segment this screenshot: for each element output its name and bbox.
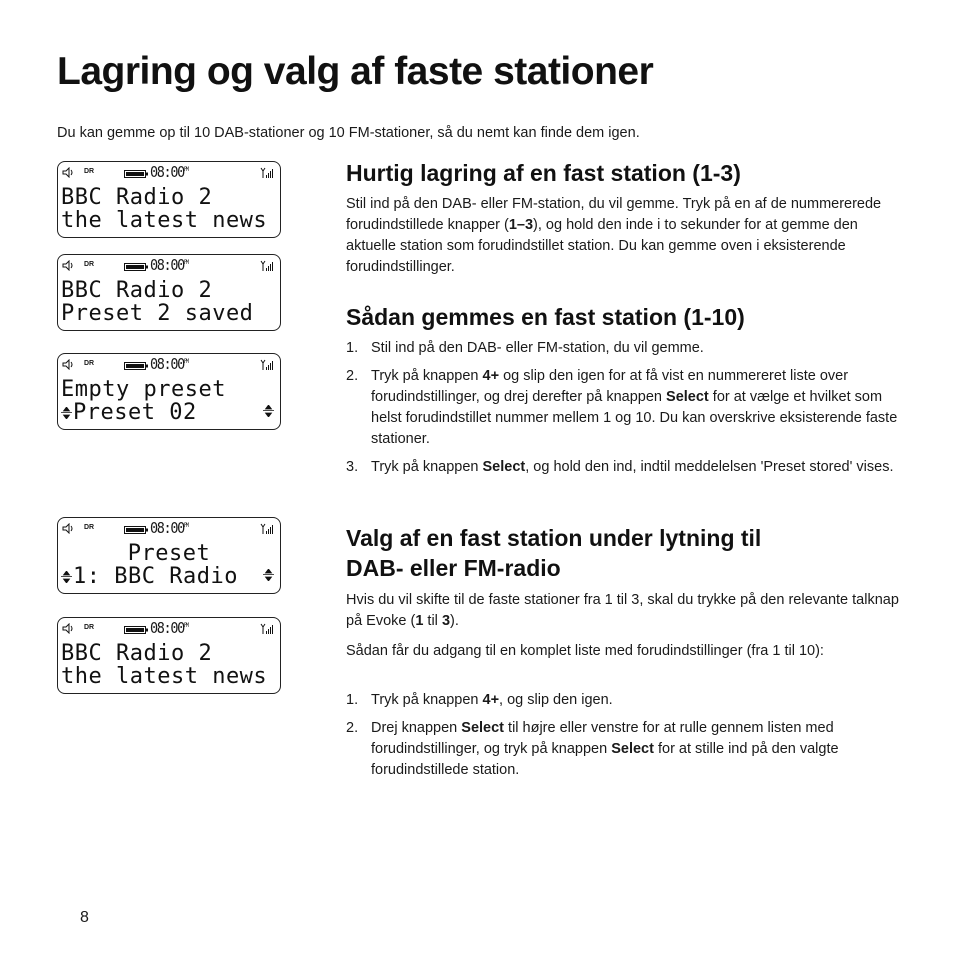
clock: $08:00^{PM}$ — [150, 256, 188, 274]
lcd-display-4 — [57, 517, 281, 594]
lcd-line-1: BBC Radio 2 — [61, 641, 213, 666]
section-body-quick-save: Stil ind på den DAB- eller FM-station, du vil gemme. Tryk på en af de nummererede forudindstillede knapper (1–3), og hold den inde i to sekunder for at gemme den aktuelle station som forudindstillet station. Du kan gemme oven i eksisterende forudindstillinger. — [346, 196, 882, 275]
battery-icon — [124, 263, 148, 271]
list-item: 2. Tryk på knappen 4+ og slip den igen for at få vist en nummereret liste over forudindstillinger, og drej derefter på knappen Select for at vælge et hvilket som helst forudindstillet nummer mellem 1 og 10. Du kan overskrive eksisterende faste stationer. — [346, 368, 898, 447]
battery-icon — [124, 526, 148, 534]
scroll-arrows-icon — [263, 405, 274, 417]
speaker-icon — [62, 260, 74, 271]
dr-label: DR — [84, 360, 95, 367]
lcd-line-2: the latest news — [61, 208, 268, 233]
section-body-select-preset: Hvis du vil skifte til de faste stationer fra 1 til 3, skal du trykke på den relevante talknap på Evoke (1 til 3). — [346, 592, 899, 629]
signal-icon — [260, 359, 274, 370]
list-item: 3. Tryk på knappen Select, og hold den ind, indtil meddelelsen 'Preset stored' vises. — [346, 459, 894, 475]
dr-label: DR — [84, 261, 95, 268]
speaker-icon — [62, 167, 74, 178]
lcd-line-1: Empty preset — [61, 377, 226, 402]
lcd-display-2 — [57, 254, 281, 331]
scroll-arrows-icon — [61, 571, 72, 583]
lcd-display-1 — [57, 161, 281, 238]
signal-icon — [260, 523, 274, 534]
clock: $08:00^{PM}$ — [150, 355, 188, 373]
scroll-arrows-icon — [263, 569, 274, 581]
page-number: 8 — [80, 909, 89, 926]
lcd-line-2: the latest news — [61, 664, 268, 689]
lcd-display-5 — [57, 617, 281, 694]
lcd-line-1: BBC Radio 2 — [61, 278, 213, 303]
clock: $08:00^{PM}$ — [150, 163, 188, 181]
clock: $08:00^{PM}$ — [150, 519, 188, 537]
dr-label: DR — [84, 524, 95, 531]
list-item: 2. Drej knappen Select til højre eller venstre for at rulle gennem listen med forudindstillinger, og tryk på knappen Select for at stille ind på den valgte forudindstillede station. — [346, 720, 839, 778]
section-heading-save-preset: Sådan gemmes en fast station (1-10) — [346, 304, 745, 330]
section-heading-select-preset: Valg af en fast station under lytning til DAB- eller FM-radio — [346, 525, 762, 581]
speaker-icon — [62, 359, 74, 370]
signal-icon — [260, 260, 274, 271]
page-title: Lagring og valg af faste stationer — [57, 50, 654, 93]
battery-icon — [124, 170, 148, 178]
list-item: 1. Stil ind på den DAB- eller FM-station, du vil gemme. — [346, 340, 704, 356]
signal-icon — [260, 623, 274, 634]
lcd-line-1: BBC Radio 2 — [61, 185, 213, 210]
intro-text: Du kan gemme op til 10 DAB-stationer og 10 FM-stationer, så du nemt kan finde dem igen. — [57, 125, 640, 141]
dr-label: DR — [84, 168, 95, 175]
lcd-line-2: 1: BBC Radio — [61, 565, 238, 588]
section-body-full-list: Sådan får du adgang til en komplet liste med forudindstillinger (fra 1 til 10): — [346, 643, 824, 659]
scroll-arrows-icon — [61, 407, 72, 419]
lcd-line-2: Preset 02 — [61, 401, 197, 424]
battery-icon — [124, 626, 148, 634]
battery-icon — [124, 362, 148, 370]
section-heading-quick-save: Hurtig lagring af en fast station (1-3) — [346, 160, 741, 186]
save-preset-steps — [346, 338, 901, 485]
clock: $08:00^{PM}$ — [150, 619, 188, 637]
signal-icon — [260, 167, 274, 178]
speaker-icon — [62, 523, 74, 534]
lcd-display-3 — [57, 353, 281, 430]
dr-label: DR — [84, 624, 95, 631]
lcd-line-2: Preset 2 saved — [61, 301, 254, 326]
select-preset-steps — [346, 690, 901, 788]
speaker-icon — [62, 623, 74, 634]
list-item: 1. Tryk på knappen 4+, og slip den igen. — [346, 692, 613, 708]
lcd-line-1: Preset — [127, 541, 211, 566]
